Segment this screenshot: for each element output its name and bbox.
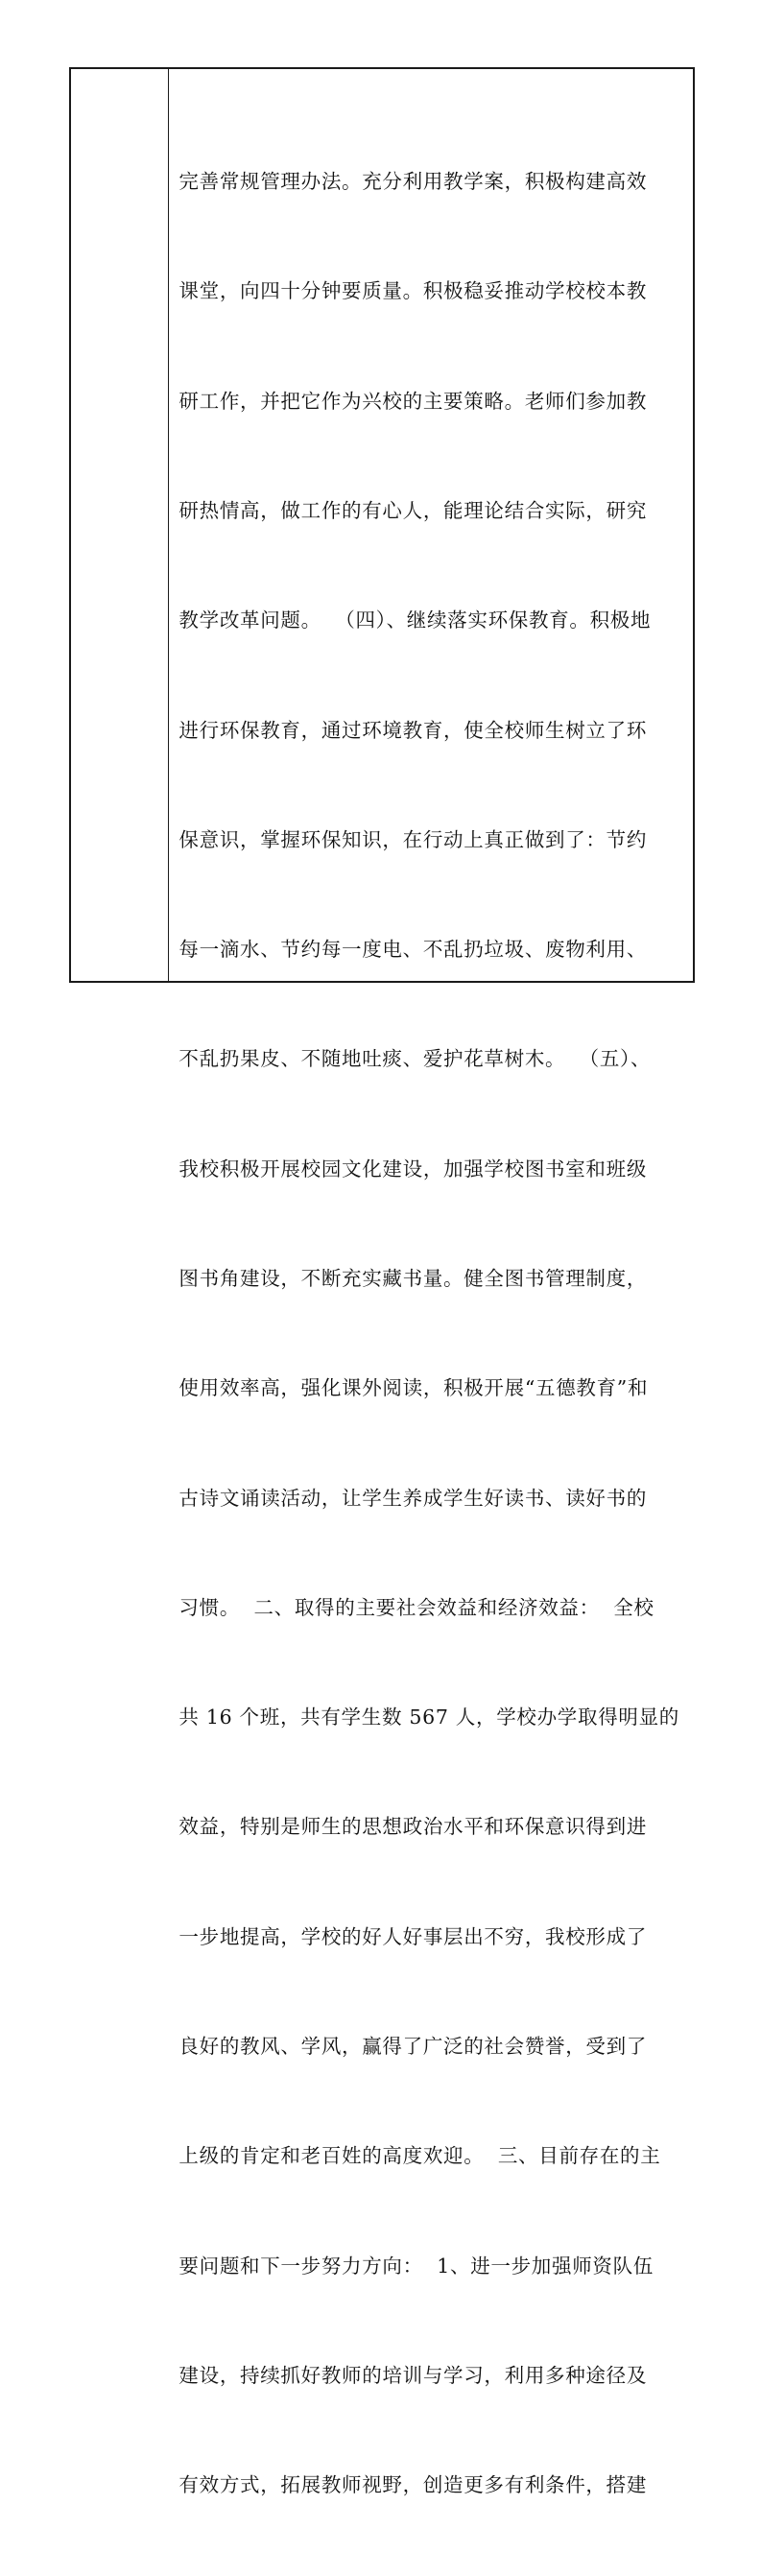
text-line: 图书角建设，不断充实藏书量。健全图书管理制度， bbox=[178, 1267, 648, 1290]
text-line: 良好的教风、学风，赢得了广泛的社会赞誉，受到了 bbox=[178, 2034, 648, 2058]
text-line: 研工作，并把它作为兴校的主要策略。老师们参加教 bbox=[178, 389, 648, 413]
text-line: 一步地提高，学校的好人好事层出不穷，我校形成了 bbox=[178, 1924, 648, 1948]
text-line: 有效方式，拓展教师视野，创造更多有利条件，搭建 bbox=[178, 2473, 648, 2497]
text-line: 每一滴水、节约每一度电、不乱扔垃圾、废物利用、 bbox=[178, 938, 648, 962]
text-line: 研热情高，做工作的有心人，能理论结合实际，研究 bbox=[178, 499, 648, 523]
text-line: 保意识，掌握环保知识，在行动上真正做到了：节约 bbox=[178, 827, 648, 851]
text-line: 进行环保教育，通过环境教育，使全校师生树立了环 bbox=[178, 718, 648, 742]
text-line: 我校积极开展校园文化建设，加强学校图书室和班级 bbox=[178, 1157, 648, 1181]
label-cell bbox=[71, 69, 169, 981]
text-line: 教学改革问题。 （四）、继续落实环保教育。积极地 bbox=[178, 608, 652, 632]
text-line: 课堂，向四十分钟要质量。积极稳妥推动学校校本教 bbox=[178, 279, 648, 303]
text-line: 上级的肯定和老百姓的高度欢迎。 三、目前存在的主 bbox=[178, 2144, 661, 2168]
text-line: 使用效率高，强化课外阅读，积极开展“五德教育”和 bbox=[178, 1376, 649, 1400]
content-cell bbox=[169, 69, 693, 2497]
text-line: 建设，持续抓好教师的培训与学习，利用多种途径及 bbox=[178, 2363, 648, 2387]
form-table bbox=[69, 67, 695, 2497]
body-paragraph bbox=[178, 90, 679, 2576]
text-line: 不乱扔果皮、不随地吐痰、爱护花草树木。 （五）、 bbox=[178, 1047, 652, 1071]
text-line: 效益，特别是师生的思想政治水平和环保意识得到进 bbox=[178, 1815, 648, 1839]
text-line: 完善常规管理办法。充分利用教学案，积极构建高效 bbox=[178, 170, 648, 194]
text-line: 习惯。 二、取得的主要社会效益和经济效益： 全校 bbox=[178, 1595, 654, 1619]
text-line: 要问题和下一步努力方向： 1、进一步加强师资队伍 bbox=[178, 2254, 654, 2278]
text-line: 共 16 个班，共有学生数 567 人，学校办学取得明显的 bbox=[178, 1705, 679, 1729]
text-line: 古诗文诵读活动，让学生养成学生好读书、读好书的 bbox=[178, 1486, 648, 1510]
